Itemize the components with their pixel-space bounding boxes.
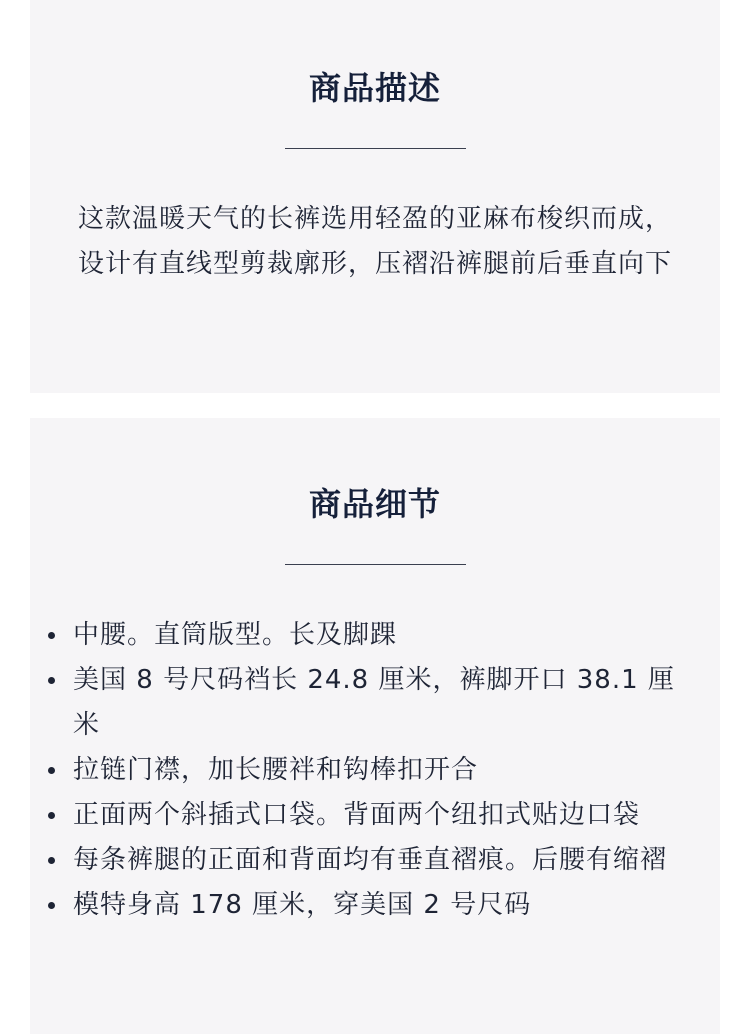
product-description-card bbox=[30, 0, 720, 393]
details-title: 商品细节 bbox=[308, 485, 441, 523]
bullet-icon bbox=[48, 902, 55, 909]
bullet-icon bbox=[48, 857, 55, 864]
details-item-text: 正面两个斜插式口袋。背面两个纽扣式贴边口袋 bbox=[73, 800, 641, 830]
details-item-text: 拉链门襟，加长腰袢和钩棒扣开合 bbox=[73, 755, 479, 785]
details-list-item bbox=[73, 658, 690, 748]
description-text: 这款温暖天气的长裤选用轻盈的亚麻布梭织而成，设计有直线型剪裁廓形，压褶沿裤腿前后垂直向下 bbox=[77, 204, 672, 279]
details-item-text: 模特身高 178 厘米，穿美国 2 号尺码 bbox=[73, 890, 532, 920]
details-item-text: 每条裤腿的正面和背面均有垂直褶痕。后腰有缩褶 bbox=[73, 845, 668, 875]
details-list-item bbox=[73, 613, 690, 658]
description-divider bbox=[285, 148, 466, 149]
details-item-text: 中腰。直筒版型。长及脚踝 bbox=[73, 620, 398, 650]
bullet-icon bbox=[48, 812, 55, 819]
details-list-item bbox=[73, 838, 690, 883]
bullet-icon bbox=[48, 632, 55, 639]
description-title: 商品描述 bbox=[308, 69, 441, 107]
product-details-card bbox=[30, 418, 720, 1034]
details-list-item bbox=[73, 883, 690, 928]
bullet-icon bbox=[48, 677, 55, 684]
details-list-item bbox=[73, 793, 690, 838]
details-list bbox=[30, 613, 720, 928]
details-list-item bbox=[73, 748, 690, 793]
details-item-text: 美国 8 号尺码裆长 24.8 厘米，裤脚开口 38.1 厘米 bbox=[73, 665, 675, 740]
bullet-icon bbox=[48, 767, 55, 774]
details-divider bbox=[285, 564, 466, 565]
